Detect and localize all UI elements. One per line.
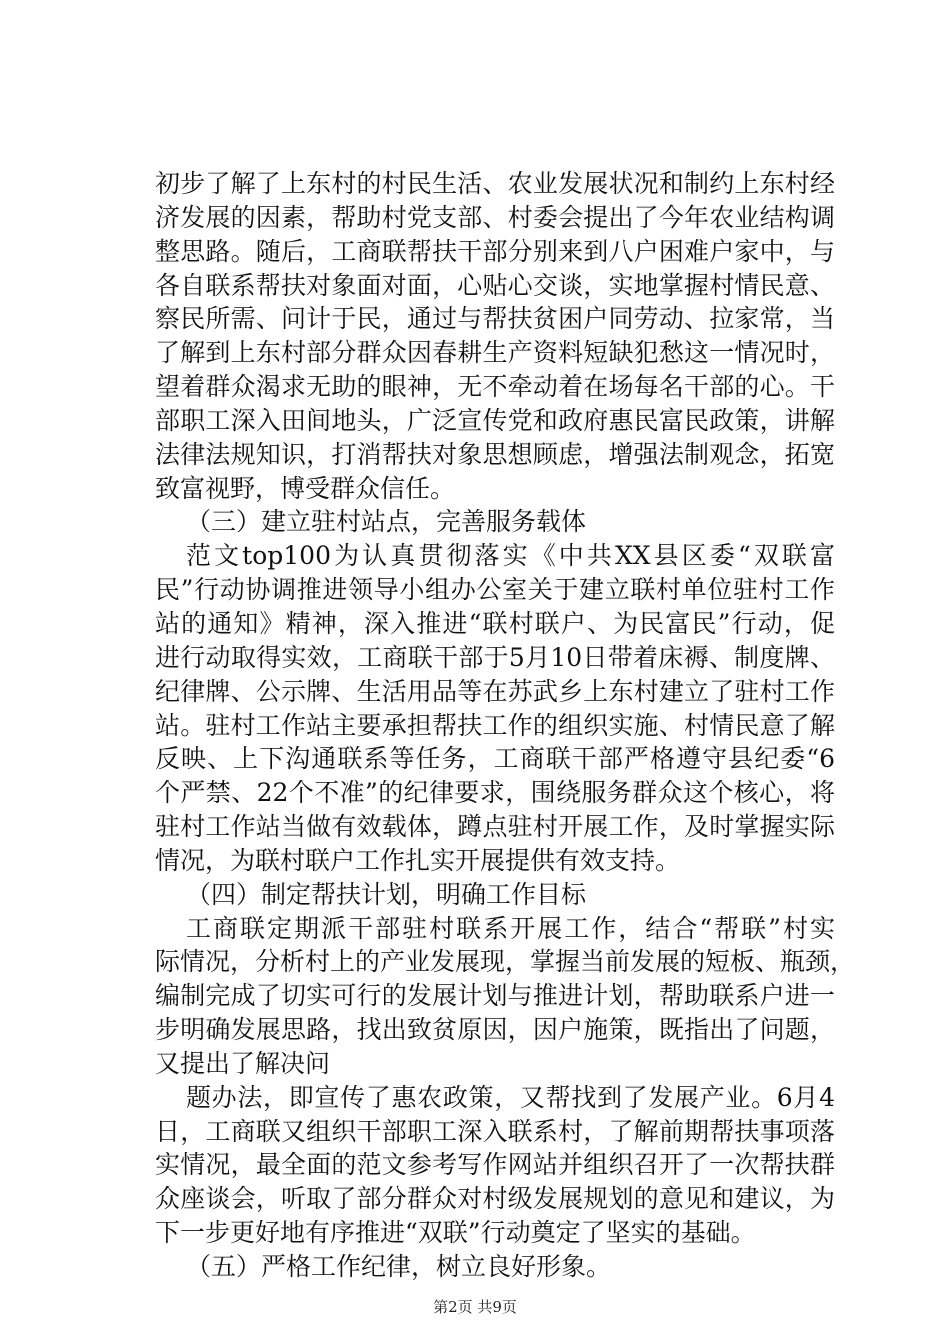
- text-line: 反映、上下沟通联系等任务，工商联干部严格遵守县纪委“6: [155, 744, 835, 773]
- text-line: 进行动取得实效，工商联干部于5月10日带着床褥、制度牌、: [155, 643, 835, 672]
- text-line: 情况，为联村联户工作扎实开展提供有效支持。: [155, 846, 681, 875]
- text-line: 步明确发展思路，找出致贫原因，因户施策，既指出了问题，: [155, 1015, 835, 1044]
- text-line: 编制完成了切实可行的发展计划与推进计划，帮助联系户进一: [155, 981, 835, 1010]
- page-footer: 第2页 共9页: [433, 1298, 517, 1316]
- text-line: 望着群众渴求无助的眼神，无不牵动着在场每名干部的心。干: [155, 372, 835, 401]
- text-line: 实情况，最全面的范文参考写作网站并组织召开了一次帮扶群: [155, 1150, 835, 1179]
- text-line: 纪律牌、公示牌、生活用品等在苏武乡上东村建立了驻村工作: [155, 677, 835, 706]
- text-line: 范文top100为认真贯彻落实《中共XX县区委“双联富: [186, 541, 835, 570]
- text-line: 济发展的因素，帮助村党支部、村委会提出了今年农业结构调: [155, 203, 835, 232]
- text-line: 题办法，即宣传了惠农政策，又帮找到了发展产业。6月4: [186, 1083, 835, 1112]
- text-line: 驻村工作站当做有效载体，蹲点驻村开展工作，及时掌握实际: [155, 812, 835, 841]
- text-line: 又提出了解决问: [155, 1049, 331, 1078]
- text-line: 整思路。随后，工商联帮扶干部分别来到八户困难户家中，与: [155, 237, 835, 266]
- text-line: 站的通知》精神，深入推进“联村联户、为民富民”行动，促: [155, 609, 835, 638]
- text-line: 下一步更好地有序推进“双联”行动奠定了坚实的基础。: [155, 1218, 756, 1247]
- text-line: 各自联系帮扶对象面对面，心贴心交谈，实地掌握村情民意、: [155, 271, 835, 300]
- text-line: 了解到上东村部分群众因春耕生产资料短缺犯愁这一情况时，: [155, 338, 835, 367]
- text-line: 众座谈会，听取了部分群众对村级发展规划的意见和建议，为: [155, 1184, 835, 1213]
- text-line: 法律法规知识，打消帮扶对象思想顾虑，增强法制观念，拓宽: [155, 440, 835, 469]
- text-line: 际情况，分析村上的产业发展现，掌握当前发展的短板、瓶颈，: [155, 947, 856, 976]
- text-line: 察民所需、问计于民，通过与帮扶贫困户同劳动、拉家常，当: [155, 304, 835, 333]
- text-line: 个严禁、22个不准”的纪律要求，围绕服务群众这个核心，将: [155, 778, 835, 807]
- text-line: 日，工商联又组织干部职工深入联系村，了解前期帮扶事项落: [155, 1117, 835, 1146]
- section-heading: （四）制定帮扶计划，明确工作目标: [186, 880, 587, 909]
- section-heading: （三）建立驻村站点，完善服务载体: [186, 507, 587, 536]
- text-line: 工商联定期派干部驻村联系开展工作，结合“帮联”村实: [186, 914, 835, 943]
- text-line: 民”行动协调推进领导小组办公室关于建立联村单位驻村工作: [155, 575, 835, 604]
- text-line: 部职工深入田间地头，广泛宣传党和政府惠民富民政策，讲解: [155, 406, 835, 435]
- text-line: 致富视野，博受群众信任。: [155, 474, 456, 503]
- section-heading: （五）严格工作纪律，树立良好形象。: [186, 1252, 612, 1281]
- text-line: 初步了解了上东村的村民生活、农业发展状况和制约上东村经: [155, 169, 835, 198]
- text-line: 站。驻村工作站主要承担帮扶工作的组织实施、村情民意了解: [155, 711, 835, 740]
